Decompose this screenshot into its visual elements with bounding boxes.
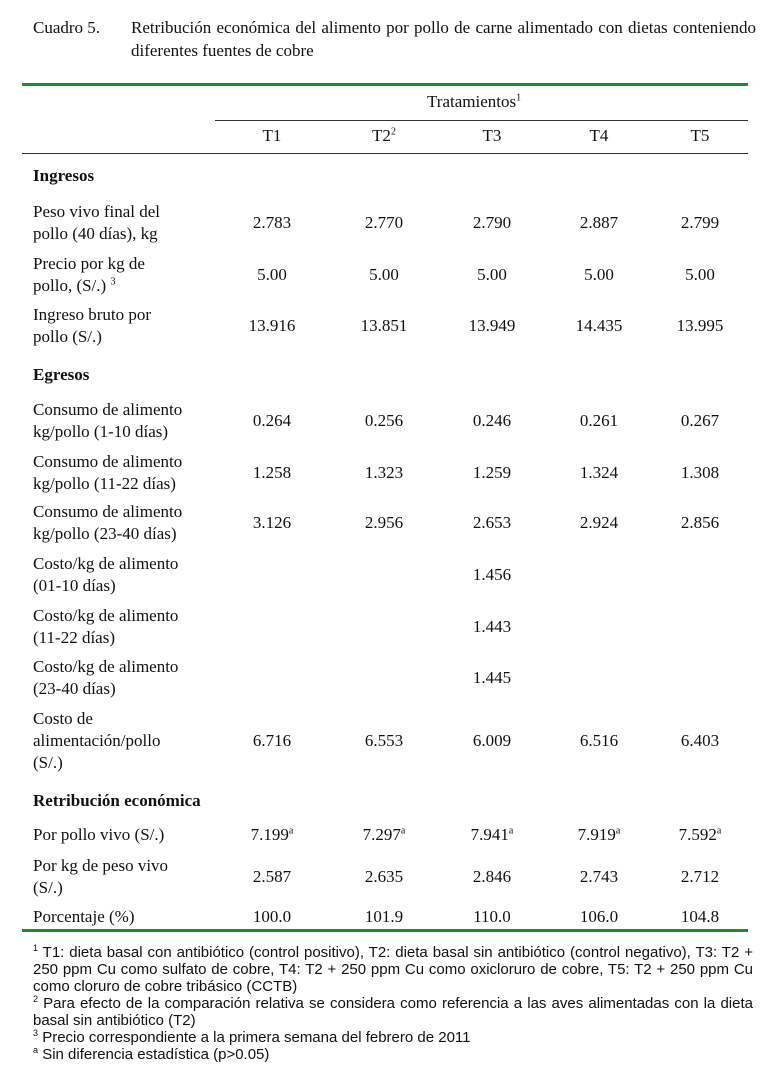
table-cell [222, 866, 322, 888]
table-cell [222, 410, 322, 432]
table-cell [549, 906, 649, 928]
cell-value: 7.919 [577, 825, 616, 844]
table-cell [650, 462, 750, 484]
table-cell [442, 512, 542, 534]
table-cell [442, 212, 542, 234]
footnote [33, 995, 753, 1029]
table-cell [442, 824, 542, 846]
footnote-mark: 3 [33, 1028, 39, 1038]
cell-value: 100.0 [252, 907, 292, 926]
row-label-line: Consumo de alimento [33, 452, 183, 471]
table-cell [222, 315, 322, 337]
column-header-label: T5 [690, 126, 710, 145]
row-label [33, 399, 182, 443]
row-label-line: pollo (S/.) [33, 327, 102, 346]
caption-number: Cuadro 5. [33, 18, 101, 37]
cell-value: 2.712 [680, 867, 720, 886]
cell-sup: a [400, 825, 406, 837]
table-cell [549, 410, 649, 432]
row-label-sup: 3 [110, 276, 116, 288]
row-label [33, 553, 178, 597]
table-cell [222, 212, 322, 234]
table-cell [549, 824, 649, 846]
footnote-mark: a [33, 1045, 39, 1055]
column-header-label: T1 [262, 126, 282, 145]
cell-value: 7.199 [250, 825, 289, 844]
footnote-mark: 2 [33, 994, 39, 1004]
footnote-text: Precio correspondiente a la primera semana del febrero de 2011 [42, 1029, 471, 1046]
table-cell [334, 212, 434, 234]
table-cell [334, 512, 434, 534]
cell-value: 2.887 [579, 213, 619, 232]
row-label-line: kg/pollo (11-22 días) [33, 474, 176, 493]
footnote-text: Para efecto de la comparación relativa se considera como referencia a las aves alimentadas con la dieta basal sin antibiótico (T2) [33, 995, 753, 1029]
table-cell [222, 462, 322, 484]
header-group [427, 91, 521, 113]
cell-value: 2.924 [579, 513, 619, 532]
table-cell [442, 564, 542, 586]
section-title: Retribución económica [33, 791, 201, 810]
table-cell [334, 462, 434, 484]
row-label-line: Precio por kg de [33, 254, 145, 273]
cell-value: 5.00 [685, 265, 715, 284]
cell-value: 1.258 [252, 463, 292, 482]
table-cell [222, 512, 322, 534]
table-cell [549, 730, 649, 752]
cell-value: 110.0 [473, 907, 511, 926]
table-cell [334, 824, 434, 846]
cell-value: 2.846 [472, 867, 512, 886]
cell-value: 2.783 [252, 213, 292, 232]
cell-value: 0.246 [472, 411, 512, 430]
table-cell [222, 906, 322, 928]
column-header [222, 125, 322, 147]
cell-value: 7.297 [362, 825, 401, 844]
table-cell [442, 462, 542, 484]
column-header [442, 125, 542, 147]
cell-value: 2.799 [680, 213, 720, 232]
table-cell [549, 264, 649, 286]
footnote [33, 944, 753, 995]
cell-value: 0.267 [680, 411, 720, 430]
cell-value: 7.941 [470, 825, 509, 844]
footnote [33, 1029, 753, 1046]
bottom-rule [22, 929, 748, 932]
cell-value: 13.851 [360, 316, 408, 335]
column-header-label: T3 [482, 126, 502, 145]
row-label-line: (01-10 días) [33, 576, 116, 595]
row-label [33, 253, 145, 297]
cell-value: 0.256 [364, 411, 404, 430]
cell-value: 0.264 [252, 411, 292, 430]
row-label-line: kg/pollo (23-40 días) [33, 524, 177, 543]
cell-value: 14.435 [575, 316, 623, 335]
column-header [549, 125, 649, 147]
cell-value: 2.743 [579, 867, 619, 886]
cell-value: 1.308 [680, 463, 720, 482]
cell-value: 106.0 [579, 907, 619, 926]
table-cell [442, 906, 542, 928]
cell-value: 2.653 [472, 513, 512, 532]
cell-value: 13.916 [248, 316, 296, 335]
table-cell [650, 824, 750, 846]
cell-value: 2.770 [364, 213, 404, 232]
row-label [33, 201, 160, 245]
footnotes [33, 944, 753, 1063]
table-cell [442, 264, 542, 286]
cell-value: 5.00 [477, 265, 507, 284]
row-label [33, 605, 178, 649]
cell-value: 5.00 [369, 265, 399, 284]
table-cell [442, 730, 542, 752]
column-header-label: T4 [589, 126, 609, 145]
cell-value: 1.456 [472, 565, 512, 584]
row-label-line: (23-40 días) [33, 679, 116, 698]
section-title: Ingresos [33, 166, 95, 185]
cell-sup: a [615, 825, 621, 837]
row-label [33, 824, 164, 846]
row-label-line: (S/.) [33, 878, 63, 897]
cell-value: 6.403 [680, 731, 720, 750]
cell-value: 6.009 [472, 731, 512, 750]
row-label-line: Costo de [33, 709, 93, 728]
row-label [33, 855, 168, 899]
cell-value: 104.8 [680, 907, 720, 926]
cell-value: 13.995 [676, 316, 724, 335]
cell-value: 7.592 [678, 825, 717, 844]
cell-value: 13.949 [468, 316, 516, 335]
cell-value: 1.443 [472, 617, 512, 636]
header-rule [22, 153, 748, 154]
cell-value: 6.716 [252, 731, 292, 750]
group-rule [215, 120, 748, 121]
column-header-label: T2 [372, 126, 391, 145]
footnote-text: T1: dieta basal con antibiótico (control positivo), T2: dieta basal sin antibiótico (control negativo), T3: T2 + 250 ppm Cu como sulfato de cobre, T4: T2 + 250 ppm Cu como oxicloruro de cobre, T5: T2 + 250 ppm Cu como cloruro de cobre tribásico (CCTB) [33, 944, 753, 995]
row-label-line: (11-22 días) [33, 628, 115, 647]
row-label [33, 906, 134, 928]
table-cell [650, 906, 750, 928]
row-label-line: Ingreso bruto por [33, 305, 152, 324]
row-label-line: (S/.) [33, 753, 63, 772]
table-cell [222, 824, 322, 846]
column-header [650, 125, 750, 147]
row-label-line: pollo (40 días), kg [33, 224, 158, 243]
table-cell [650, 512, 750, 534]
row-label [33, 451, 182, 495]
table-cell [549, 212, 649, 234]
row-label-line: Consumo de alimento [33, 502, 183, 521]
row-label [33, 708, 160, 774]
caption-text: Retribución económica del alimento por pollo de carne alimentado con dietas conteniendo diferentes fuentes de cobre [131, 18, 756, 60]
table-cell [442, 866, 542, 888]
cell-value: 5.00 [257, 265, 287, 284]
table-cell [650, 730, 750, 752]
table-cell [549, 462, 649, 484]
cell-value: 2.856 [680, 513, 720, 532]
cell-value: 2.635 [364, 867, 404, 886]
table-cell [222, 730, 322, 752]
cell-sup: a [716, 825, 722, 837]
table-cell [650, 866, 750, 888]
table-cell [650, 264, 750, 286]
row-label-line: Costo/kg de alimento [33, 554, 179, 573]
cell-value: 2.790 [472, 213, 512, 232]
table-cell [222, 264, 322, 286]
row-label-line: alimentación/pollo [33, 731, 161, 750]
row-label-line: Peso vivo final del [33, 202, 161, 221]
column-header [334, 125, 434, 147]
table-cell [334, 730, 434, 752]
row-label-line: Consumo de alimento [33, 400, 183, 419]
row-label-line: kg/pollo (1-10 días) [33, 422, 169, 441]
row-label-line: Costo/kg de alimento [33, 606, 179, 625]
cell-value: 6.553 [364, 731, 404, 750]
table-cell [334, 866, 434, 888]
table-cell [549, 512, 649, 534]
cell-sup: a [288, 825, 294, 837]
top-rule [22, 83, 748, 86]
row-label-line: Por pollo vivo (S/.) [33, 825, 165, 844]
header-group-label: Tratamientos [427, 92, 517, 111]
footnote-mark: 1 [33, 943, 39, 953]
cell-value: 3.126 [252, 513, 292, 532]
row-label-line: Porcentaje (%) [33, 907, 135, 926]
table-cell [442, 667, 542, 689]
table-cell [334, 264, 434, 286]
cell-value: 101.9 [364, 907, 404, 926]
table-cell [549, 315, 649, 337]
cell-value: 1.323 [364, 463, 404, 482]
header-group-sup: 1 [516, 92, 522, 104]
cell-value: 1.259 [472, 463, 512, 482]
cell-value: 1.324 [579, 463, 619, 482]
table-cell [334, 906, 434, 928]
table-cell [442, 410, 542, 432]
table-cell [650, 410, 750, 432]
section-title: Egresos [33, 365, 90, 384]
row-label [33, 501, 182, 545]
cell-value: 2.587 [252, 867, 292, 886]
table-cell [334, 410, 434, 432]
row-label-line: pollo, (S/.) [33, 276, 107, 295]
row-label [33, 304, 151, 348]
cell-value: 2.956 [364, 513, 404, 532]
cell-value: 5.00 [584, 265, 614, 284]
table-cell [334, 315, 434, 337]
footnote-text: Sin diferencia estadística (p>0.05) [42, 1046, 270, 1063]
row-label [33, 656, 178, 700]
column-header-sup: 2 [390, 126, 396, 138]
footnote [33, 1046, 753, 1063]
table-cell [549, 866, 649, 888]
cell-value: 0.261 [579, 411, 619, 430]
cell-value: 6.516 [579, 731, 619, 750]
table-cell [442, 315, 542, 337]
table-cell [650, 212, 750, 234]
row-label-line: Costo/kg de alimento [33, 657, 179, 676]
cell-sup: a [508, 825, 514, 837]
table-cell [650, 315, 750, 337]
row-label-line: Por kg de peso vivo [33, 856, 169, 875]
table-cell [442, 616, 542, 638]
cell-value: 1.445 [472, 668, 512, 687]
